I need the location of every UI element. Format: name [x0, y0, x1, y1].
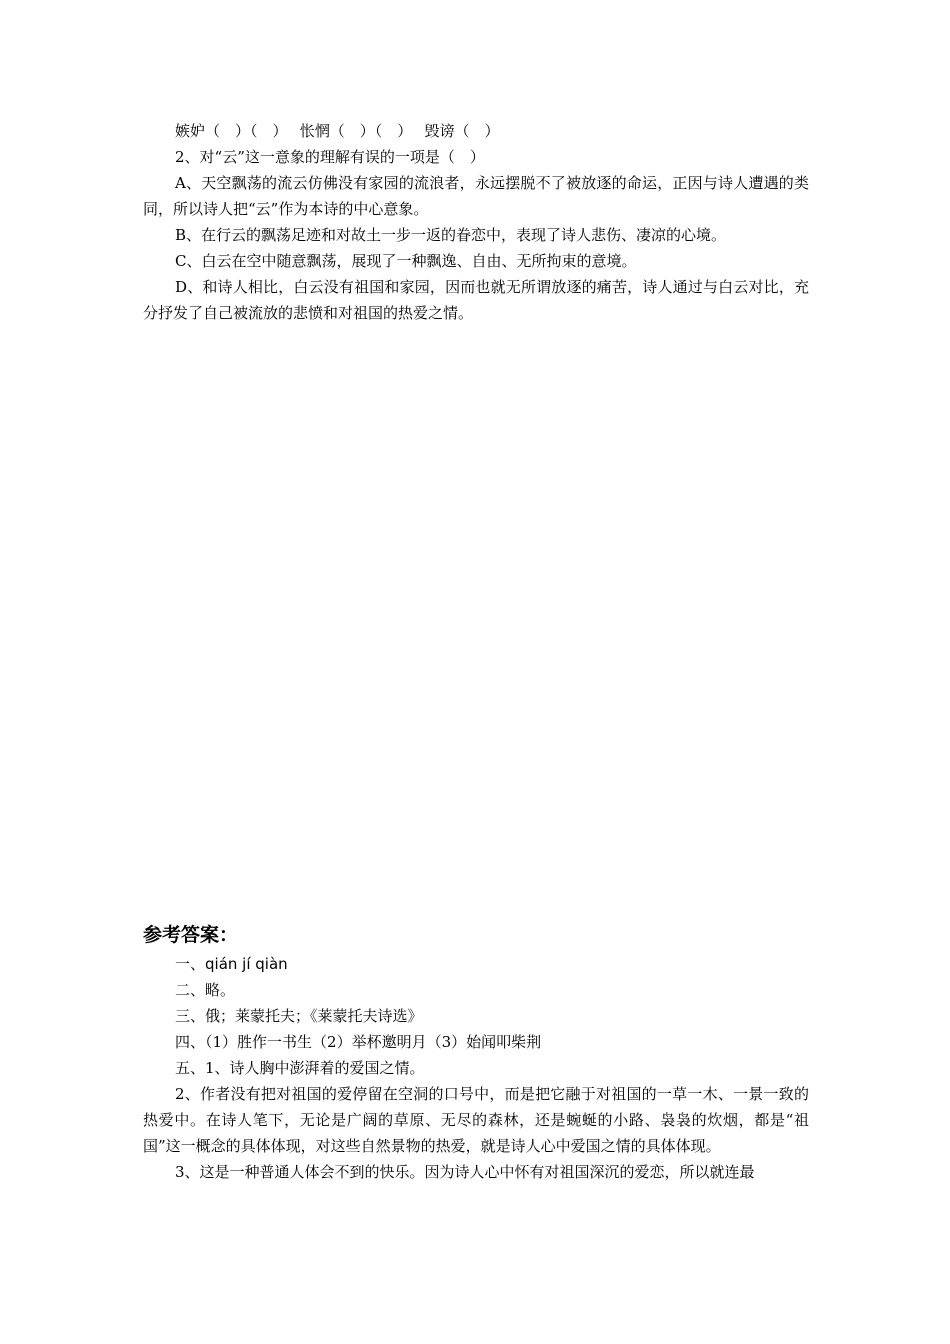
answer-3: 三、俄；莱蒙托夫；《莱蒙托夫诗选》 [175, 1007, 423, 1025]
answer-5-1: 五、1、诗人胸中澎湃着的爱国之情。 [175, 1059, 425, 1077]
option-c: C、白云在空中随意飘荡，展现了一种飘逸、自由、无所拘束的意境。 [175, 252, 637, 270]
option-a: A、天空飘荡的流云仿佛没有家园的流浪者，永远摆脱不了被放逐的命运，正因与诗人遭遇的类同，所以诗人把“云”作为本诗的中心意象。 [143, 174, 809, 218]
answer-1: 一、qián jí qiàn [175, 955, 288, 973]
answer-5-3: 3、这是一种普通人体会不到的快乐。因为诗人心中怀有对祖国深沉的爱恋，所以就连最 [175, 1163, 755, 1181]
question-2: 2、对“云”这一意象的理解有误的一项是（ ） [175, 148, 485, 166]
answer-4: 四、（1）胜作一书生（2）举杯邀明月（3）始闻叩柴荆 [175, 1033, 542, 1051]
answer-2: 二、略。 [175, 981, 236, 999]
vocab-line: 嫉妒（ ）（ ） 怅惘（ ）（ ） 毁谤（ ） [175, 122, 500, 140]
option-b: B、在行云的飘荡足迹和对故土一步一返的眷恋中，表现了诗人悲伤、凄凉的心境。 [175, 226, 727, 244]
answers-section [143, 921, 809, 1185]
answers-title: 参考答案： [143, 924, 239, 946]
option-d: D、和诗人相比，白云没有祖国和家园，因而也就无所谓放逐的痛苦，诗人通过与白云对比，充分抒发了自己被流放的悲愤和对祖国的热爱之情。 [143, 278, 809, 322]
questions-section [143, 118, 809, 326]
answer-5-2: 2、作者没有把对祖国的爱停留在空洞的口号中，而是把它融于对祖国的一草一木、一景一致的热爱中。在诗人笔下，无论是广阔的草原、无尽的森林，还是蜿蜒的小路、袅袅的炊烟，都是“祖国”这一概念的具体体现，对这些自然景物的热爱，就是诗人心中爱国之情的具体体现。 [143, 1085, 809, 1155]
